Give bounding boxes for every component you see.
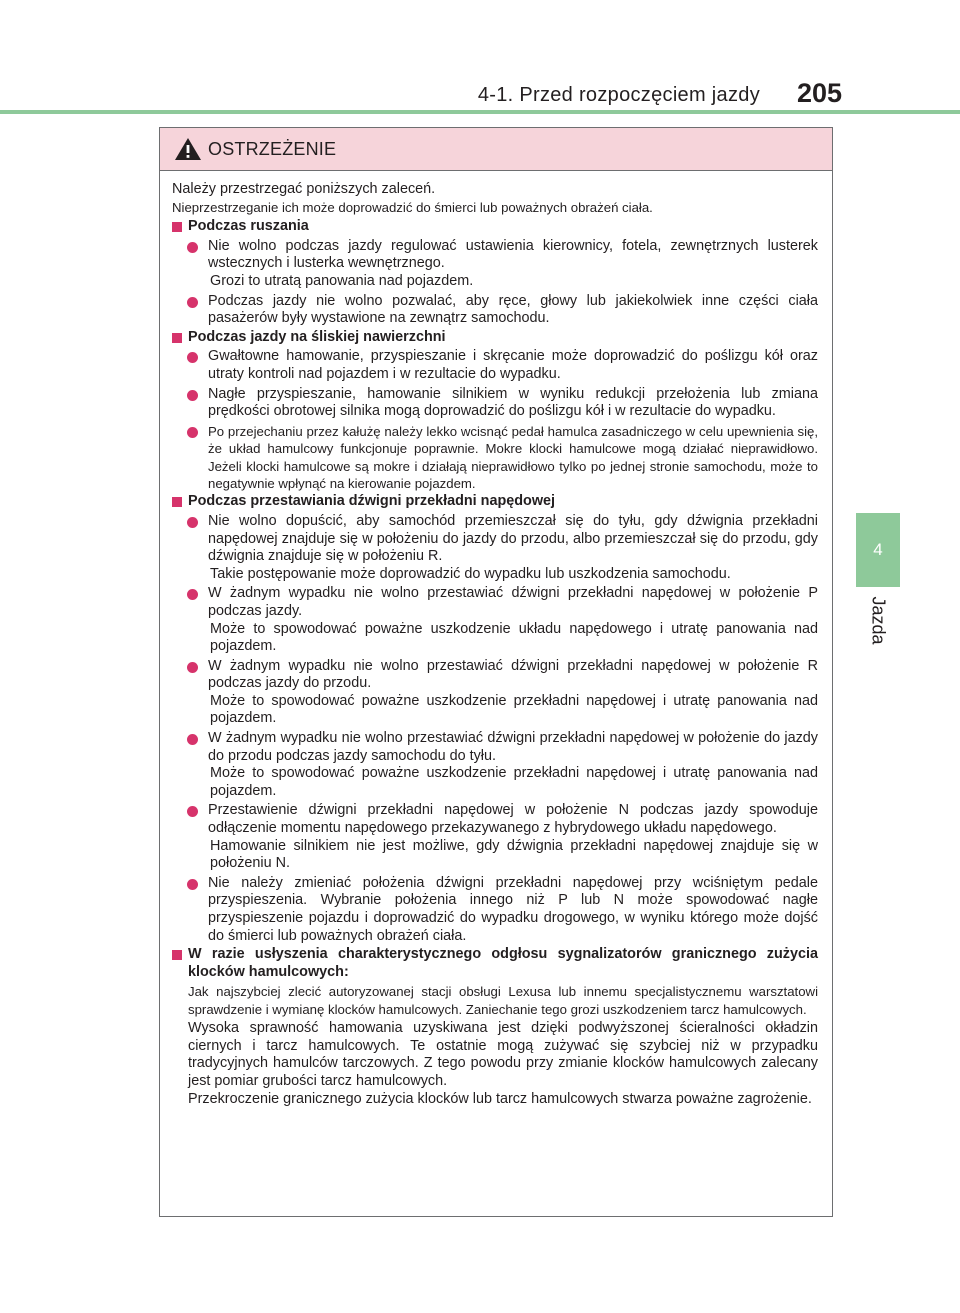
page-header (0, 0, 960, 116)
list-item-text: Nie wolno podczas jazdy regulować ustawienia kierownicy, fotela, zewnętrznych lusterek wstecznych i lusterka wewnętrznego. (208, 237, 818, 272)
list-item (172, 238, 818, 291)
warning-title: OSTRZEŻENIE (208, 138, 337, 159)
list-item (172, 658, 818, 728)
section-title-text: Podczas jazdy na śliskiej nawierzchni (188, 328, 446, 345)
dot-bullet-icon (187, 427, 198, 438)
list-item (172, 293, 818, 328)
list-item-text: Nie wolno dopuścić, aby samochód przemieszczał się do tyłu, gdy dźwignia przekładni napędowej znajduje się w położeniu do jazdy do przodu, albo przemieszczał się do przodu, gdy dźwignia znajduje się w położeniu R. (208, 512, 818, 565)
list-item-text: Po przejechaniu przez kałużę należy lekko wcisnąć pedał hamulca zasadniczego w celu upewnienia się, że układ hamulcowy funkcjonuje poprawnie. Mokre klocki hamulcowe mogą działać nieprawidłowo. Jeżeli klocki hamulcowe są mokre i działają nieprawidłowo tylko po jednej stronie samochodu, może to negatywnie wpłynąć na kierowanie pojazdem. (208, 423, 818, 491)
dot-bullet-icon (187, 390, 198, 401)
warning-intro-consequence: Nieprzestrzeganie ich może doprowadzić do śmierci lub poważnych obrażeń ciała. (172, 199, 653, 215)
dot-bullet-icon (187, 662, 198, 673)
chapter-title: 4-1. Przed rozpoczęciem jazdy (477, 84, 760, 106)
list-item-text: Podczas jazdy nie wolno pozwalać, aby ręce, głowy lub jakiekolwiek inne części ciała pasażerów były wystawione na zewnątrz samochodu. (208, 292, 818, 327)
list-item-text: Przestawienie dźwigni przekładni napędowej w położenie N podczas jazdy spowoduje odłączenie momentu napędowego przekazywanego z hybrydowego układu napędowego. (208, 802, 818, 837)
section-title (172, 946, 818, 981)
list-item (172, 348, 818, 383)
square-bullet-icon (172, 950, 182, 960)
section-title (172, 329, 818, 347)
paragraph: Przekroczenie granicznego zużycia klocków lub tarcz hamulcowych stwarza poważne zagrożenie. (188, 1090, 812, 1107)
list-item (172, 875, 818, 945)
section-title-text: Podczas przestawiania dźwigni przekładni napędowej (188, 493, 556, 510)
list-item-note: Może to spowodować poważne uszkodzenie układu napędowego i utratę panowania nad pojazdem. (210, 620, 818, 655)
header-divider (0, 110, 960, 114)
dot-bullet-icon (187, 242, 198, 253)
section-starting (172, 218, 818, 328)
dot-bullet-icon (187, 806, 198, 817)
list-item-text: Nagłe przyspieszanie, hamowanie silnikiem w wyniku redukcji przełożenia lub zmiana prędkości obrotowej silnika mogą doprowadzić do poślizgu kół i w rezultacie do wypadku. (208, 385, 818, 420)
dot-bullet-icon (187, 352, 198, 363)
list-item (172, 585, 818, 655)
list-item (172, 802, 818, 872)
list-item-text: Gwałtowne hamowanie, przyspieszanie i skręcanie może doprowadzić do poślizgu kół oraz utraty kontroli nad pojazdem i w rezultacie do wypadku. (208, 348, 818, 382)
warning-header (160, 128, 832, 171)
list-item (172, 423, 818, 493)
paragraph: Wysoka sprawność hamowania uzyskiwana jest dzięki podwyższonej ścieralności okładzin ciernych i tarcz hamulcowych. Te ostatnie mogą zużywać się szybciej niż w przypadku tradycyjnych hamulców tarczowych. Z tego powodu przy zmianie klocków hamulcowych zalecany jest pomiar grubości tarcz hamulcowych. (188, 1020, 818, 1089)
section-title-text: Podczas ruszania (188, 218, 309, 235)
chapter-tab-number: 4 (873, 540, 883, 559)
dot-bullet-icon (187, 879, 198, 890)
warning-triangle-icon (174, 137, 202, 161)
square-bullet-icon (172, 497, 182, 507)
paragraph: Jak najszybciej zlecić autoryzowanej stacji obsługi Lexusa lub innemu specjalistycznemu warsztatowi sprawdzenie i wymianę klocków hamulcowych. Zaniechanie tego grozi uszkodzeniem tarcz hamulcowych. (188, 984, 818, 1017)
dot-bullet-icon (187, 297, 198, 308)
section-title (172, 493, 818, 511)
warning-intro: Należy przestrzegać poniższych zaleceń. (172, 181, 436, 197)
section-title-text: W razie usłyszenia charakterystycznego odgłosu sygnalizatorów granicznego zużycia klocków hamulcowych: (188, 946, 818, 980)
dot-bullet-icon (187, 589, 198, 600)
section-slippery-road (172, 329, 818, 493)
chapter-tab-label (856, 590, 900, 650)
page-number: 205 (796, 78, 842, 108)
section-shift-lever (172, 493, 818, 945)
chapter-tab (856, 513, 900, 587)
list-item (172, 386, 818, 421)
list-item (172, 730, 818, 800)
list-item-text: Nie należy zmieniać położenia dźwigni przekładni napędowej przy wciśniętym pedale przyspieszenia. Wybranie położenia innego niż P lub N może spowodować nagłe przyspieszenie pojazdu i doprowadzić do wypadku drogowego, w wyniku którego może dojść do śmierci lub poważnych obrażeń ciała. (208, 874, 818, 944)
square-bullet-icon (172, 333, 182, 343)
list-item-note: Grozi to utratą panowania nad pojazdem. (210, 272, 474, 289)
list-item-text: W żadnym wypadku nie wolno przestawiać dźwigni przekładni napędowej w położenie P podczas jazdy. (208, 585, 818, 619)
dot-bullet-icon (187, 517, 198, 528)
list-item-note: Hamowanie silnikiem nie jest możliwe, gdy dźwignia przekładni napędowej znajduje się w położeniu N. (210, 837, 818, 872)
list-item-text: W żadnym wypadku nie wolno przestawiać dźwigni przekładni napędowej w położenie R podczas jazdy do przodu. (208, 657, 818, 692)
chapter-tab-label-text: Jazda (868, 595, 889, 645)
list-item-text: W żadnym wypadku nie wolno przestawiać dźwigni przekładni napędowej w położenie do jazdy do przodu podczas jazdy samochodu do tyłu. (208, 730, 818, 764)
section-brake-wear (172, 946, 818, 1108)
list-item-note: Może to spowodować poważne uszkodzenie przekładni napędowej i utratę panowania nad pojazdem. (210, 692, 818, 727)
list-item (172, 513, 818, 583)
list-item-note: Może to spowodować poważne uszkodzenie przekładni napędowej i utratę panowania nad pojazdem. (210, 765, 818, 799)
warning-body (160, 171, 832, 1108)
warning-box (159, 127, 833, 1217)
section-title (172, 218, 818, 236)
list-item-note: Takie postępowanie może doprowadzić do wypadku lub uszkodzenia samochodu. (210, 565, 731, 582)
square-bullet-icon (172, 222, 182, 232)
dot-bullet-icon (187, 734, 198, 745)
